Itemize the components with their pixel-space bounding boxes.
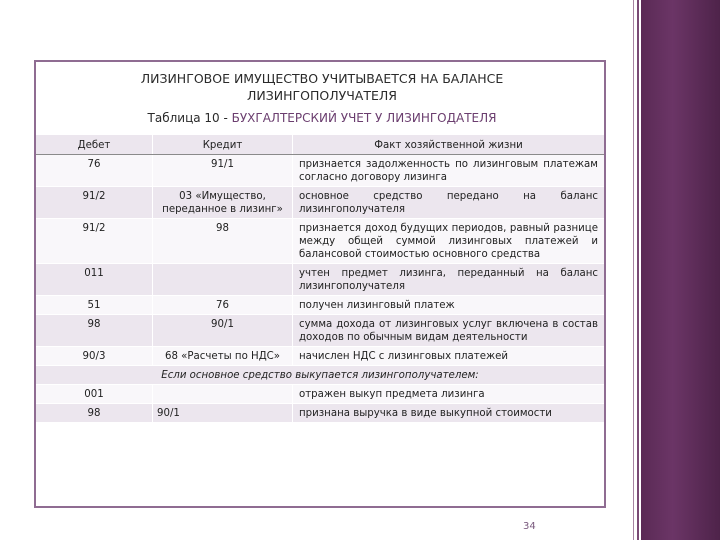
table-header-row xyxy=(36,135,604,155)
cell-debit: 51 xyxy=(36,296,153,315)
cell-credit: 91/1 xyxy=(153,155,293,187)
accounting-table xyxy=(36,135,604,423)
cell-debit: 011 xyxy=(36,264,153,296)
cell-credit: 98 xyxy=(153,219,293,264)
sidebar-divider-light xyxy=(633,0,634,540)
table-row xyxy=(36,296,604,315)
title-line-2: ЛИЗИНГОПОЛУЧАТЕЛЯ xyxy=(247,88,397,103)
cell-fact: сумма дохода от лизинговых услуг включена в состав доходов по обычным видам деятельности xyxy=(293,315,605,347)
table-row xyxy=(36,385,604,404)
table-row xyxy=(36,187,604,219)
cell-credit: 90/1 xyxy=(153,404,293,423)
cell-debit: 001 xyxy=(36,385,153,404)
table-caption xyxy=(36,111,608,125)
table-caption-accent: БУХГАЛТЕРСКИЙ УЧЕТ У ЛИЗИНГОДАТЕЛЯ xyxy=(231,111,497,125)
table-row-note xyxy=(36,366,604,385)
cell-debit: 90/3 xyxy=(36,347,153,366)
cell-fact: получен лизинговый платеж xyxy=(293,296,605,315)
cell-debit: 98 xyxy=(36,315,153,347)
cell-debit: 91/2 xyxy=(36,187,153,219)
cell-credit xyxy=(153,264,293,296)
page-number: 34 xyxy=(523,521,536,532)
header-credit: Кредит xyxy=(153,135,293,155)
title-line-1: ЛИЗИНГОВОЕ ИМУЩЕСТВО УЧИТЫВАЕТСЯ НА БАЛАНСЕ xyxy=(140,71,504,86)
cell-debit: 91/2 xyxy=(36,219,153,264)
table-row xyxy=(36,404,604,423)
cell-fact: признана выручка в виде выкупной стоимости xyxy=(293,404,605,423)
cell-fact: признается доход будущих периодов, равный разнице между общей суммой лизинговых платежей и балансовой стоимостью основного средства xyxy=(293,219,605,264)
slide-frame xyxy=(34,60,606,508)
table-caption-prefix: Таблица 10 - xyxy=(147,111,232,125)
cell-credit: 03 «Имущество, переданное в лизинг» xyxy=(153,187,293,219)
header-fact: Факт хозяйственной жизни xyxy=(293,135,605,155)
table-row xyxy=(36,155,604,187)
table-row xyxy=(36,264,604,296)
cell-debit: 76 xyxy=(36,155,153,187)
cell-credit xyxy=(153,385,293,404)
table-row xyxy=(36,219,604,264)
decorative-sidebar xyxy=(641,0,720,540)
cell-fact: основное средство передано на баланс лизингополучателя xyxy=(293,187,605,219)
cell-credit: 76 xyxy=(153,296,293,315)
cell-fact: учтен предмет лизинга, переданный на баланс лизингополучателя xyxy=(293,264,605,296)
cell-debit: 98 xyxy=(36,404,153,423)
cell-credit: 68 «Расчеты по НДС» xyxy=(153,347,293,366)
cell-fact: отражен выкуп предмета лизинга xyxy=(293,385,605,404)
slide-title xyxy=(36,70,608,104)
table-row xyxy=(36,315,604,347)
table-row xyxy=(36,347,604,366)
cell-fact: признается задолженность по лизинговым платежам согласно договору лизинга xyxy=(293,155,605,187)
cell-credit: 90/1 xyxy=(153,315,293,347)
buyout-note: Если основное средство выкупается лизингополучателем: xyxy=(36,366,604,385)
cell-fact: начислен НДС с лизинговых платежей xyxy=(293,347,605,366)
header-debit: Дебет xyxy=(36,135,153,155)
sidebar-divider xyxy=(637,0,639,540)
